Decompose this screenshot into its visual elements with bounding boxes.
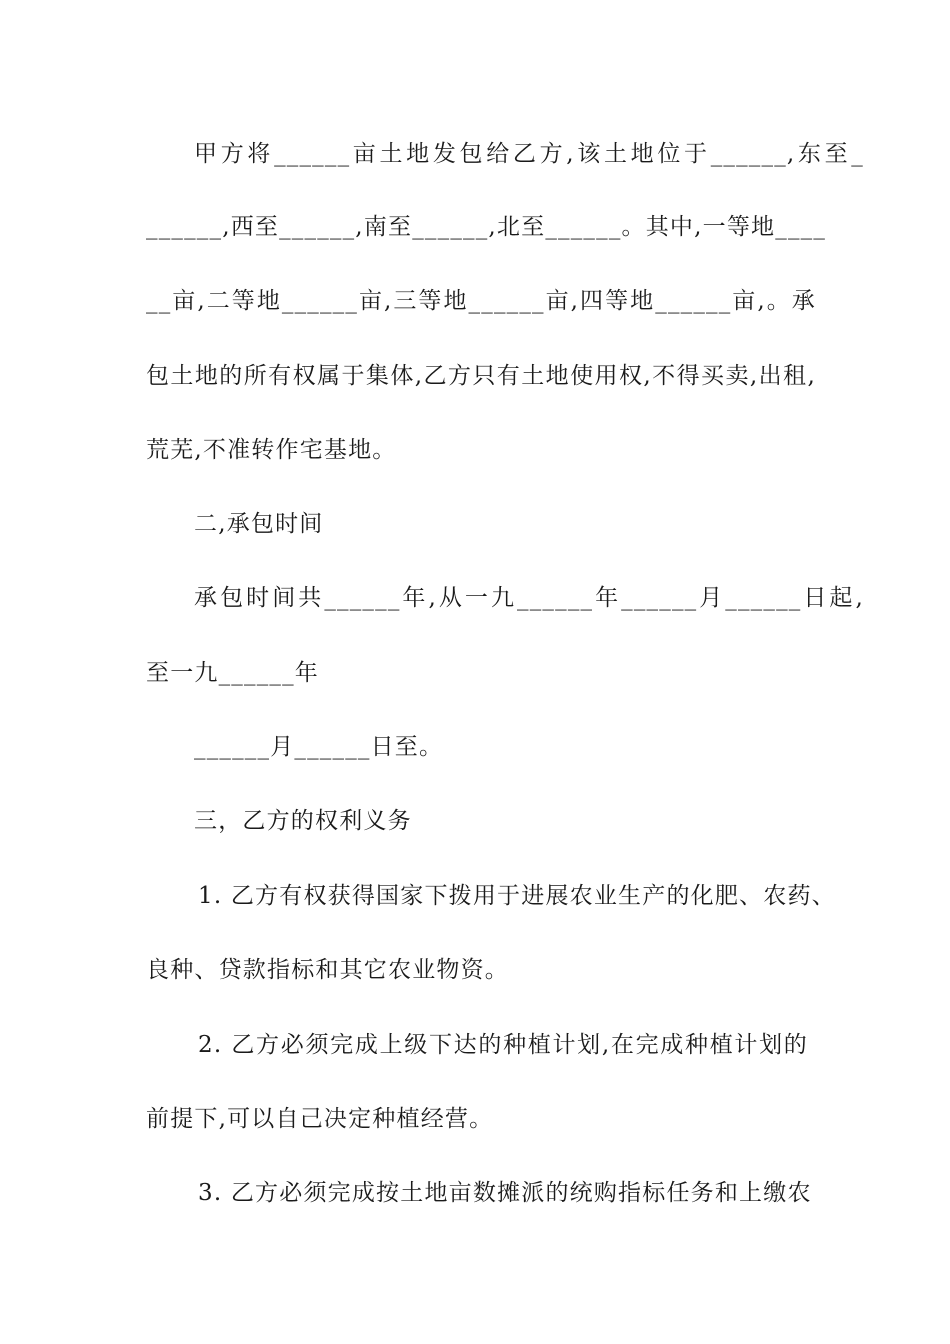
list-item-line: 3. 乙方必须完成按土地亩数摊派的统购指标任务和上缴农 [198,1180,812,1206]
paragraph-line: ______,西至______,南至______,北至______。其中,一等地____ [146,214,827,240]
list-item-line: 前提下,可以自己决定种植经营。 [146,1106,494,1132]
list-item-line: 良种、贷款指标和其它农业物资。 [146,957,509,983]
paragraph-line: 包土地的所有权属于集体,乙方只有土地使用权,不得买卖,出租, [146,363,816,389]
paragraph-line: 至一九______年 [146,660,319,686]
paragraph-line: 甲方将______亩土地发包给乙方,该土地位于______,东至_ [194,141,864,167]
paragraph-line: 荒芜,不准转作宅基地。 [146,437,397,463]
list-item-line: 1. 乙方有权获得国家下拨用于进展农业生产的化肥、农药、 [198,883,836,909]
section-heading: 三，乙方的权利义务 [194,808,412,834]
paragraph-line: 承包时间共______年,从一九______年______月______日起, [194,585,864,611]
paragraph-line: __亩,二等地______亩,三等地______亩,四等地______亩,。承 [146,288,816,314]
section-heading: 二,承包时间 [194,511,324,537]
paragraph-line: ______月______日至。 [194,734,444,760]
list-item-line: 2. 乙方必须完成上级下达的种植计划,在完成种植计划的 [198,1032,808,1058]
